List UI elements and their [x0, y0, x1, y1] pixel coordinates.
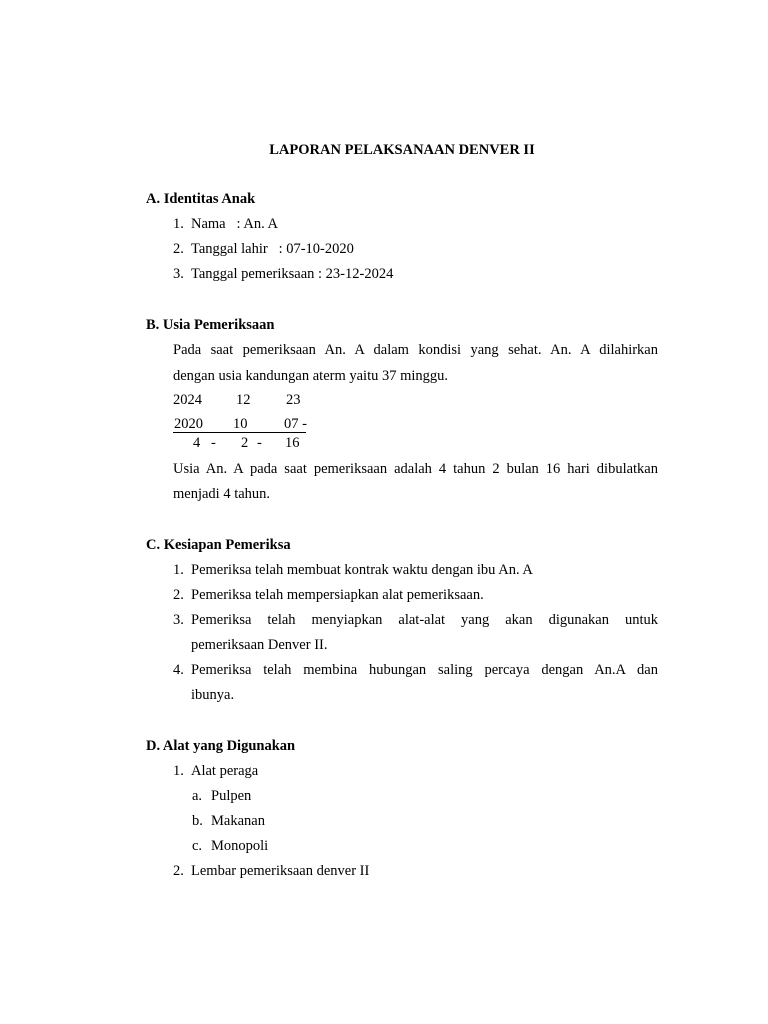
list-number: 4. — [173, 662, 184, 678]
list-item-text: ibunya. — [191, 687, 235, 703]
list-item-text: pemeriksaan Denver II. — [191, 637, 328, 653]
list-item-text: Pemeriksa telah membina hubungan saling percaya dengan An.A dan — [191, 662, 658, 678]
list-number: 2. — [173, 863, 184, 879]
calc-result-days: 16 — [285, 435, 300, 451]
section-a-heading: A. Identitas Anak — [146, 191, 256, 207]
calc-day-1: 23 — [286, 392, 301, 408]
list-item-text: Pemeriksa telah menyiapkan alat-alat yang akan digunakan untuk — [191, 612, 658, 628]
paragraph-line: Usia An. A pada saat pemeriksaan adalah 4 tahun 2 bulan 16 hari dibulatkan — [173, 461, 658, 477]
list-item-text: Pemeriksa telah membuat kontrak waktu dengan ibu An. A — [191, 562, 533, 578]
calc-year-2: 2020 — [174, 416, 203, 432]
calc-underline — [173, 432, 306, 433]
list-number: 1. — [173, 216, 184, 232]
list-item-text: Pemeriksa telah mempersiapkan alat pemeriksaan. — [191, 587, 484, 603]
calc-result-years: 4 — [193, 435, 201, 451]
list-number: 1. — [173, 562, 184, 578]
section-d-heading: D. Alat yang Digunakan — [146, 738, 296, 754]
list-number: 3. — [173, 612, 184, 628]
sublist-letter: c. — [192, 838, 203, 854]
sublist-item-text: Monopoli — [211, 838, 269, 854]
calc-month-1: 12 — [236, 392, 251, 408]
list-number: 2. — [173, 241, 184, 257]
sublist-letter: b. — [192, 813, 203, 829]
calc-month-2: 10 — [233, 416, 248, 432]
calc-result-months: 2 — [241, 435, 249, 451]
list-number: 1. — [173, 763, 184, 779]
identity-name: Nama : An. A — [191, 216, 278, 232]
paragraph-line: menjadi 4 tahun. — [173, 486, 271, 502]
calc-result-sep: - — [257, 435, 262, 451]
calc-result-sep: - — [211, 435, 216, 451]
section-b-heading: B. Usia Pemeriksaan — [146, 317, 275, 333]
sublist-item-text: Pulpen — [211, 788, 252, 804]
identity-birthdate: Tanggal lahir : 07-10-2020 — [191, 241, 354, 257]
identity-exam-date: Tanggal pemeriksaan : 23-12-2024 — [191, 266, 394, 282]
sublist-letter: a. — [192, 788, 203, 804]
paragraph-line: Pada saat pemeriksaan An. A dalam kondisi yang sehat. An. A dilahirkan — [173, 342, 658, 358]
list-item-text: Alat peraga — [191, 763, 259, 779]
calc-year-1: 2024 — [173, 392, 202, 408]
section-c-heading: C. Kesiapan Pemeriksa — [146, 537, 291, 553]
paragraph-line: dengan usia kandungan aterm yaitu 37 minggu. — [173, 368, 449, 384]
sublist-item-text: Makanan — [211, 813, 265, 829]
calc-day-2: 07 - — [284, 416, 307, 432]
list-number: 3. — [173, 266, 184, 282]
list-number: 2. — [173, 587, 184, 603]
list-item-text: Lembar pemeriksaan denver II — [191, 863, 370, 879]
document-title: LAPORAN PELAKSANAAN DENVER II — [269, 142, 535, 158]
